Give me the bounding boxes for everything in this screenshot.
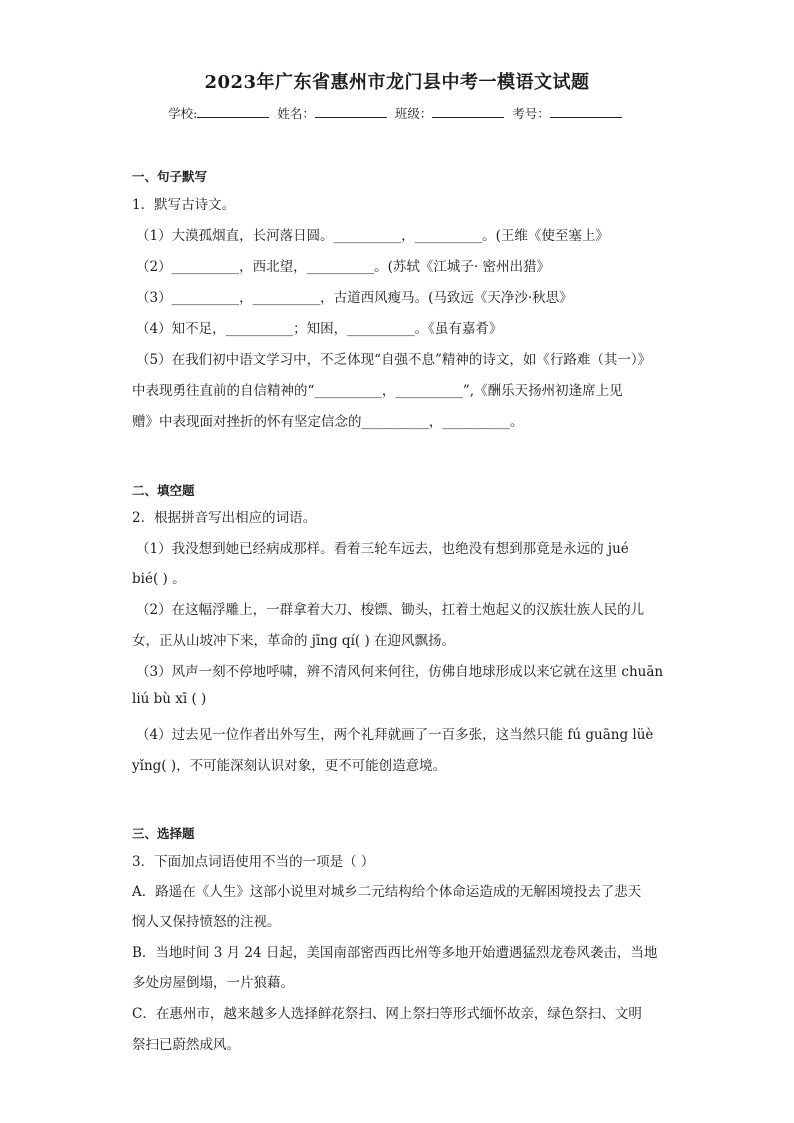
question-line: （1）大漠孤烟直，长河落日圆。__________，__________。(王维《使至塞上》 (136, 228, 609, 244)
section-heading: 一、句子默写 (132, 169, 208, 184)
option-c-line: 祭扫已蔚然成风。 (132, 1037, 240, 1053)
question-line: （5）在我们初中语文学习中，不乏体现“自强不息”精神的诗文，如《行路难（其一）》 (136, 352, 652, 368)
question-line: （4）知不足，__________；知困，__________。《虽有嘉肴》 (136, 321, 503, 337)
option-b-line: B．当地时间 3 月 24 日起，美国南部密西西比州等多地开始遭遇猛烈龙卷风袭击，当地 (132, 945, 658, 961)
question-line: 1．默写古诗文。 (132, 197, 236, 213)
question-line: （3）__________，__________，古道西风瘦马。(马致远《天净沙·秋思》 (136, 290, 573, 306)
question-line: （2）__________，西北望，__________。(苏轼《江城子· 密州出猎》 (136, 259, 550, 275)
question-line: yǐng( )，不可能深刻认识对象，更不可能创造意境。 (132, 758, 447, 774)
question-line: （4）过去见一位作者出外写生，两个礼拜就画了一百多张，这当然只能 fú guāng lüè (136, 727, 654, 743)
section-heading: 二、填空题 (132, 483, 195, 498)
student-info-row (0, 104, 794, 122)
page-title: 2023年广东省惠州市龙门县中考一模语文试题 (204, 72, 590, 93)
section-heading: 三、选择题 (132, 826, 195, 841)
option-c-line: C．在惠州市，越来越多人选择鲜花祭扫、网上祭扫等形式缅怀故亲，绿色祭扫、文明 (132, 1006, 642, 1022)
school-blank[interactable] (197, 105, 269, 118)
name-label: 姓名： (277, 106, 315, 121)
question-line: （1）我没想到她已经病成那样。看着三轮车远去，也绝没有想到那竟是永远的 jué (136, 541, 629, 557)
class-blank[interactable] (432, 105, 504, 118)
option-a-line: A．路遥在《人生》这部小说里对城乡二元结构给个体命运造成的无解困境投去了悲天 (132, 884, 642, 900)
question-line: 中表现勇往直前的自信精神的“__________，__________”,《酬乐天扬州初逢席上见 (132, 383, 623, 399)
question-line: bié( ) 。 (132, 571, 186, 587)
question-line: （3）风声一刻不停地呼啸，辨不清风何来何往，仿佛自地球形成以来它就在这里 chuān (136, 664, 664, 680)
question-line: liú bù xī ( ) (132, 691, 207, 707)
question-line: 女，正从山坡冲下来，革命的 jīng qí( ) 在迎风飘扬。 (132, 633, 455, 649)
class-label: 班级： (394, 106, 433, 121)
question-line: （2）在这幅浮雕上，一群拿着大刀、梭镖、锄头，扛着土炮起义的汉族壮族人民的儿 (136, 602, 645, 618)
exam-number-blank[interactable] (550, 105, 622, 118)
name-blank[interactable] (315, 105, 387, 118)
question-line: 3．下面加点词语使用不当的一项是（ ） (132, 854, 375, 870)
question-line: 赠》中表现面对挫折的怀有坚定信念的__________，__________。 (132, 414, 524, 430)
school-label: 学校: (168, 106, 198, 121)
question-line: 2．根据拼音写出相应的词语。 (132, 510, 317, 526)
option-b-line: 多处房屋倒塌，一片狼藉。 (132, 975, 294, 991)
option-a-line: 悯人又保持愤怒的注视。 (132, 914, 281, 930)
exam-number-label: 考号： (512, 106, 550, 121)
